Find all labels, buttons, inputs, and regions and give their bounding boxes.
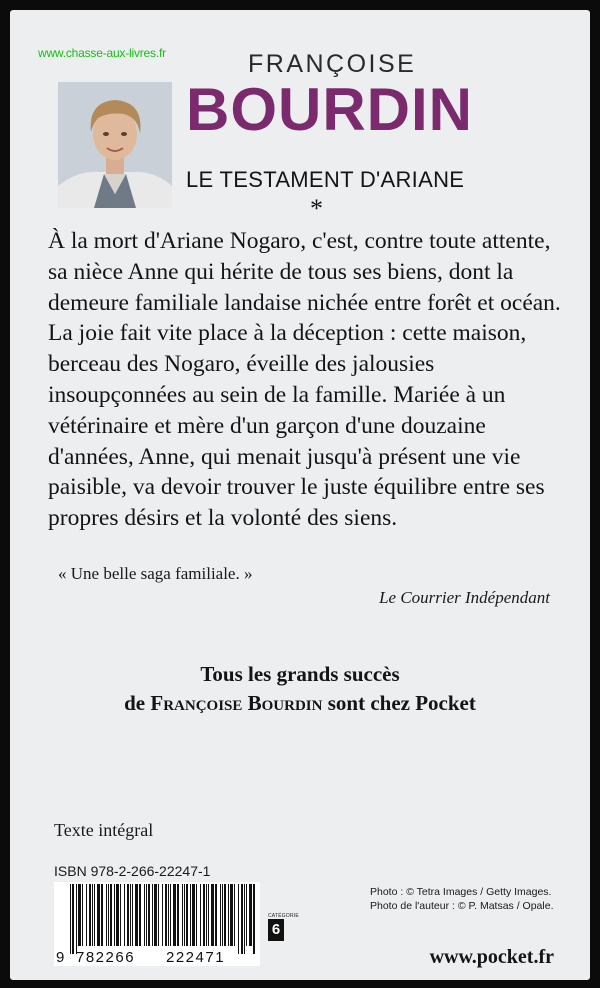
- barcode-bar: [246, 884, 247, 946]
- barcode-bar: [203, 884, 205, 946]
- promo-text: [10, 660, 590, 718]
- photo-credit: Photo : © Tetra Images / Getty Images.: [370, 886, 552, 898]
- barcode-bar: [110, 884, 112, 946]
- promo-author: Françoise Bourdin: [150, 691, 323, 715]
- barcode-bar: [152, 884, 153, 946]
- barcode-bar: [241, 884, 243, 954]
- barcode-bar: [211, 884, 214, 946]
- barcode-bar: [101, 884, 103, 946]
- barcode-bar: [206, 884, 207, 946]
- barcode-bar: [184, 884, 185, 946]
- barcode-bar: [228, 884, 229, 946]
- barcode-image: [54, 882, 260, 966]
- barcode-bar: [82, 884, 83, 946]
- isbn: ISBN 978-2-266-22247-1: [54, 863, 211, 879]
- barcode-bar: [244, 884, 245, 954]
- book-summary: À la mort d'Ariane Nogaro, c'est, contre toute attente, sa nièce Anne qui hérite de tous ses biens, dont la demeure familiale landaise nichée entre forêt et océan. La joie fait vite place à la déception : cette maison, berceau des Nogaro, éveille des jalousies insoupçonnées au sein de la famille. Mariée à un vétérinaire et mère d'un garçon d'une douzaine d'années, Anne, qui menait jusqu'à présent une vie paisible, va devoir trouver le juste équilibre entre ses propres désirs et la volonté des siens.: [48, 228, 561, 532]
- back-cover: [10, 10, 590, 980]
- barcode-bar: [89, 884, 91, 946]
- barcode-bar: [108, 884, 109, 946]
- barcode-digits-group-1: 782266: [76, 949, 136, 966]
- barcode-bar: [238, 884, 239, 954]
- promo-line-2: [10, 689, 590, 718]
- barcode-bar: [192, 884, 195, 946]
- author-photo: [58, 82, 172, 208]
- barcode-bar: [120, 884, 121, 946]
- barcode-bar: [220, 884, 221, 946]
- promo-prefix: de: [124, 691, 146, 715]
- barcode-digits-group-2: 222471: [166, 949, 226, 966]
- barcode-bar: [196, 884, 197, 946]
- barcode-bar: [72, 884, 74, 954]
- barcode-bar: [208, 884, 209, 946]
- photo-credits: [370, 885, 553, 913]
- press-quote: « Une belle saga familiale. »: [58, 564, 253, 583]
- author-portrait-image: [58, 82, 172, 208]
- barcode: [54, 882, 260, 966]
- barcode-bar: [222, 884, 223, 946]
- barcode-bar: [215, 884, 217, 946]
- category-number: 6: [268, 919, 284, 941]
- barcode-bar: [177, 884, 179, 946]
- barcode-bar: [114, 884, 115, 946]
- barcode-bar: [148, 884, 150, 946]
- barcode-bar: [146, 884, 147, 946]
- author-last-name: BOURDIN: [186, 76, 473, 143]
- barcode-bar: [249, 884, 252, 946]
- barcode-bar: [162, 884, 163, 946]
- barcode-bar: [158, 884, 159, 946]
- barcode-bar: [94, 884, 95, 946]
- barcode-bar: [190, 884, 191, 946]
- category-badge: [268, 913, 299, 941]
- barcode-bar: [168, 884, 169, 946]
- barcode-bar: [173, 884, 176, 946]
- barcode-bar: [234, 884, 235, 946]
- book-title: LE TESTAMENT D'ARIANE: [186, 167, 465, 192]
- edition-note: Texte intégral: [54, 820, 154, 840]
- barcode-bar: [139, 884, 141, 946]
- barcode-bar: [200, 884, 201, 946]
- barcode-bar: [70, 884, 71, 954]
- barcode-bar: [97, 884, 100, 946]
- barcode-bar: [170, 884, 171, 946]
- barcode-bar: [253, 884, 255, 954]
- barcode-bar: [130, 884, 131, 946]
- barcode-bar: [106, 884, 107, 946]
- barcode-bar: [224, 884, 226, 946]
- author-photo-credit: Photo de l'auteur : © P. Matsas / Opale.: [370, 900, 554, 912]
- barcode-bar: [135, 884, 138, 946]
- barcode-bar: [116, 884, 119, 946]
- barcode-bar: [186, 884, 188, 946]
- watermark: www.chasse-aux-livres.fr: [38, 46, 166, 60]
- category-label: CATÉGORIE: [268, 913, 299, 919]
- barcode-bar: [165, 884, 167, 946]
- quote-source: Le Courrier Indépendant: [379, 588, 550, 607]
- promo-suffix: sont chez Pocket: [327, 691, 476, 715]
- website[interactable]: www.pocket.fr: [429, 946, 554, 968]
- barcode-bar: [230, 884, 233, 946]
- barcode-bar: [124, 884, 125, 946]
- barcode-bar: [76, 884, 77, 954]
- barcode-bar: [144, 884, 145, 946]
- barcode-digit-lead: 9: [56, 949, 65, 966]
- barcode-bar: [92, 884, 93, 946]
- author-first-name: FRANÇOISE: [248, 50, 417, 78]
- barcode-bar: [78, 884, 81, 946]
- volume-marker: *: [310, 194, 323, 223]
- barcode-bar: [86, 884, 87, 946]
- barcode-bar: [132, 884, 133, 946]
- barcode-bar: [127, 884, 129, 946]
- promo-line-1: Tous les grands succès: [200, 662, 400, 686]
- barcode-bar: [182, 884, 183, 946]
- barcode-bar: [154, 884, 157, 946]
